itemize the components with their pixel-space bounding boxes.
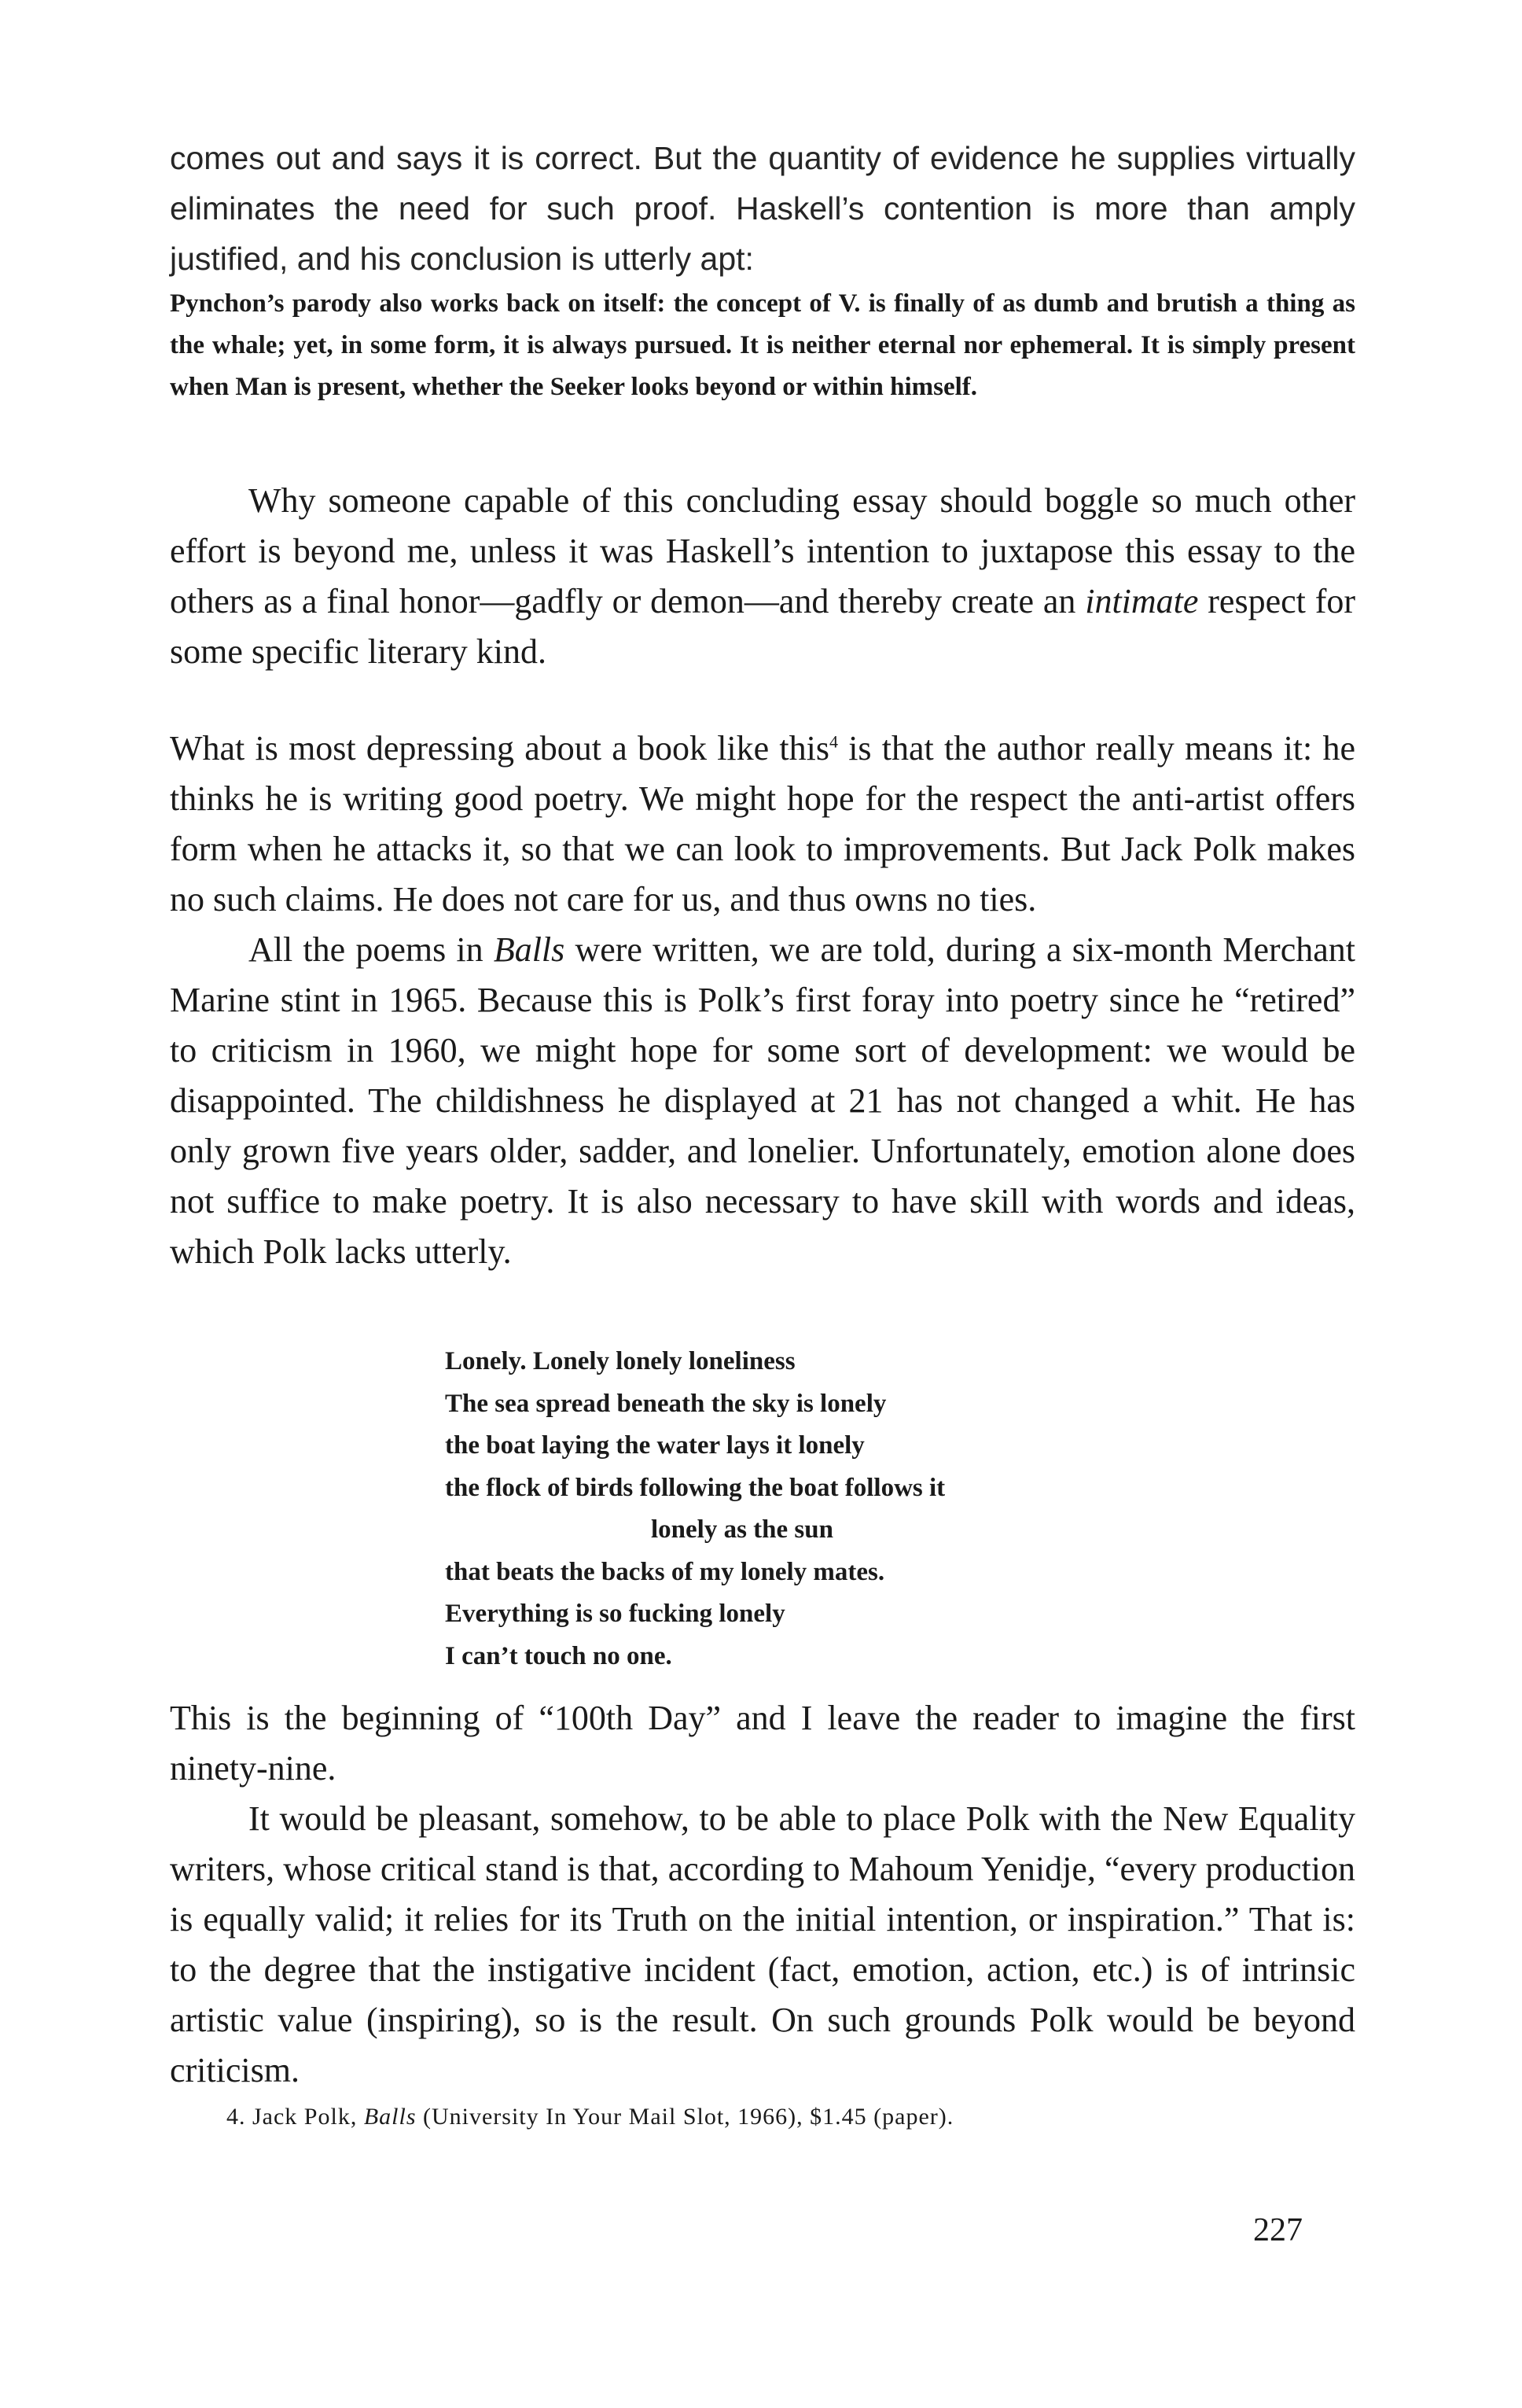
page-number: 227: [1253, 2212, 1303, 2248]
paragraph-100th-day: This is the beginning of “100th Day” and I leave the reader to imagine the first ninety-nine.: [170, 1699, 1355, 1788]
paragraph-opening: comes out and says it is correct. But the quantity of evidence he supplies virtually eliminates the need for such proof. Haskell’s contention is more than amply justified, and his conclusion is utterly apt:: [170, 140, 1355, 277]
poem-excerpt: [445, 1341, 1153, 1677]
poem-line: Everything is so fucking lonely: [445, 1600, 785, 1628]
paragraph-why: [170, 476, 1355, 677]
page: [170, 0, 1355, 2408]
paragraph-depressing-text-b: is that the author really means it: he thinks he is writing good poetry. We might hope for the respect the anti-artist offers form when he attacks it, so that we can look to improvements. But Jack Polk makes no such claims. He does not care for us, and thus owns no ties.: [170, 729, 1355, 919]
paragraph-balls: [170, 925, 1355, 1277]
poem-line: I can’t touch no one.: [445, 1641, 672, 1670]
poem-line: lonely as the sun: [651, 1515, 833, 1544]
section-review: [170, 724, 1355, 1277]
paragraph-why-text-b: respect for some specific literary kind.: [170, 582, 1355, 671]
poem-line: Lonely. Lonely lonely loneliness: [445, 1347, 796, 1375]
paragraph-why-text-a: Why someone capable of this concluding essay should boggle so much other effort is beyond me, unless it was Haskell’s intention to juxtapose this essay to the others as a final honor—gadfly or demon—and thereby create an: [170, 481, 1355, 620]
paragraph-new-equality: It would be pleasant, somehow, to be able to place Polk with the New Equality writers, whose critical stand is that, according to Mahoum Yenidje, “every production is equally valid; it relies for its Truth on the initial intention, or inspiration.” That is: to the degree that the instigative incident (fact, emotion, action, etc.) is of intrinsic artistic value (inspiring), so is the result. On such grounds Polk would be beyond criticism.: [170, 1799, 1355, 2090]
section-conclusion: [170, 1693, 1355, 2096]
poem-line: the boat laying the water lays it lonely: [445, 1431, 865, 1460]
footnote-details: (University In Your Mail Slot, 1966), $1.45 (paper).: [416, 2104, 954, 2130]
paragraph-depressing: [170, 724, 1355, 925]
paragraph-why-emphasis: intimate: [1085, 582, 1199, 620]
poem-line: that beats the backs of my lonely mates.: [445, 1557, 885, 1586]
paragraph-balls-text-a: All the poems in: [248, 930, 494, 969]
footnote-number: 4.: [226, 2104, 246, 2130]
footnote-author: Jack Polk,: [245, 2104, 364, 2130]
block-quote: Pynchon’s parody also works back on itself: the concept of V. is finally of as dumb and brutish a thing as the whale; yet, in some form, it is always pursued. It is neither eternal nor ephemeral. It is simply present when Man is present, whether the Seeker looks beyond or within himself.: [170, 289, 1355, 401]
paragraph-balls-text-b: were written, we are told, during a six-month Merchant Marine stint in 1965. Because this is Polk’s first foray into poetry since he “retired” to criticism in 1960, we might hope for some sort of development: we would be disappointed. The childishness he displayed at 21 has not changed a whit. He has only grown five years older, sadder, and lonelier. Unfortunately, emotion alone does not suffice to make poetry. It is also necessary to have skill with words and ideas, which Polk lacks utterly.: [170, 930, 1355, 1271]
paragraph-depressing-text-a: What is most depressing about a book like this: [170, 729, 829, 768]
footnote-reference: 4: [829, 731, 838, 752]
footnote-book-title: Balls: [363, 2104, 417, 2130]
footnote: [226, 2104, 1327, 2130]
poem-line: the flock of birds following the boat follows it: [445, 1473, 946, 1502]
paragraph-balls-title: Balls: [493, 930, 565, 969]
poem-line: The sea spread beneath the sky is lonely: [445, 1389, 887, 1418]
